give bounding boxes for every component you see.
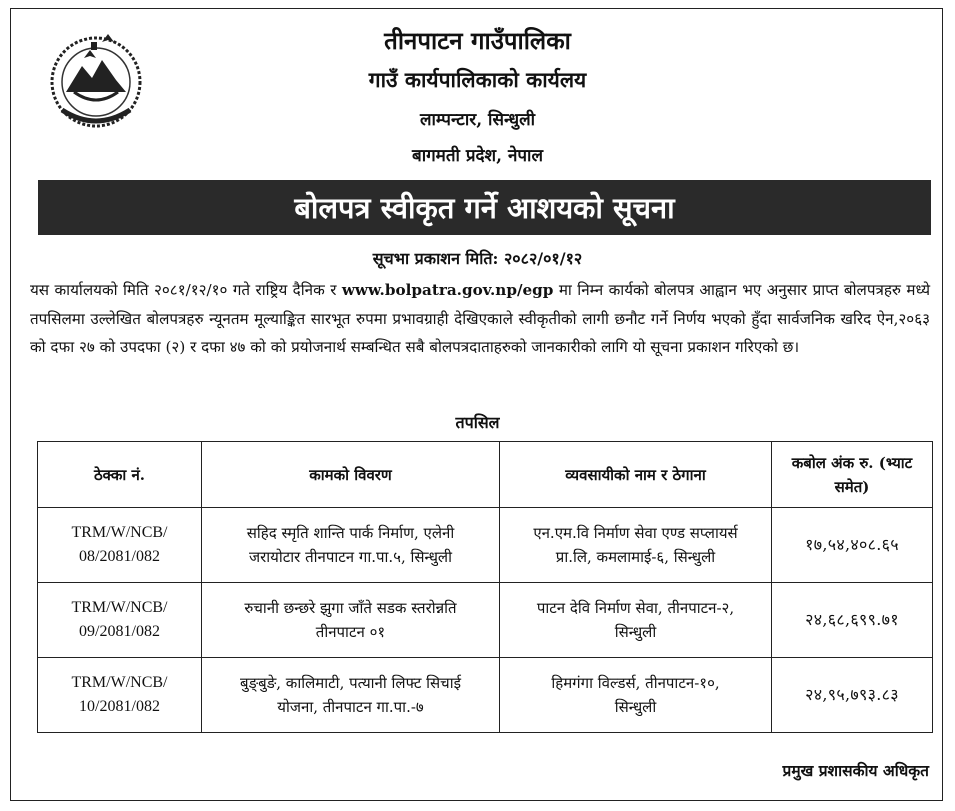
office-location: लाम्पन्टार, सिन्धुली	[419, 110, 536, 130]
contract-no-line: TRM/W/NCB/	[71, 599, 168, 616]
table-row	[38, 583, 933, 658]
notice-title: बोलपत्र स्वीकृत गर्ने आशयको सूचना	[294, 191, 675, 225]
work-line: जरायोटार तीनपाटन गा.पा.५, सिन्धुली	[249, 548, 452, 566]
contract-no-line: 08/2081/082	[79, 548, 160, 565]
notice-body-part1: यस कार्यालयको मिति २०८१/१२/१० गते राष्ट्रिय दैनिक र	[30, 281, 342, 299]
contractor-line: पाटन देवि निर्माण सेवा, तीनपाटन-२,	[536, 599, 735, 617]
contractor-cell	[500, 658, 772, 733]
notice-title-banner	[38, 180, 931, 235]
work-line: रुचानी छन्छरे झुगा जाँते सडक स्तरोन्नति	[244, 599, 457, 617]
contract-no-cell	[38, 508, 202, 583]
contract-no-cell	[38, 658, 202, 733]
contractor-line: एन.एम.वि निर्माण सेवा एण्ड सप्लायर्स	[533, 524, 738, 542]
contract-no-line: TRM/W/NCB/	[71, 674, 168, 691]
header-contract-no: ठेक्का नं.	[38, 442, 202, 508]
table-row	[38, 508, 933, 583]
header-bid-amount: कबोल अंक रु. (भ्याट समेत)	[772, 442, 933, 508]
contractor-line: प्रा.लि, कमलामाई-६, सिन्धुली	[555, 548, 716, 566]
office-name: गाउँ कार्यपालिकाको कार्यलय	[368, 67, 587, 92]
work-line: तीनपाटन ०१	[315, 623, 386, 641]
work-line: योजना, तीनपाटन गा.पा.-७	[277, 698, 424, 716]
header-work-description: कामको विवरण	[202, 442, 500, 508]
contractor-line: सिन्धुली	[614, 623, 657, 641]
contracts-table	[37, 441, 933, 733]
notice-body-part2: मा निम्न कार्यको बोलपत्र आह्वान भए अनुसार प्राप्त बोलपत्रहरु मध्ये तपसिलमा उल्लेखित बोलपत्रहरु न्यूनतम मूल्याङ्कित सारभूत रुपमा प्रभावग्राही देखिएकाले स्वीकृतीको लागी छनौट गर्ने निर्णय भएको हुँदा सार्वजनिक खरिद ऐन,२०६३ को दफा २७ को उपदफा (२) र दफा ४७ को को प्रयोजनार्थ सम्बन्धित सबै बोलपत्रदाताहरुको जानकारीको लागि यो सूचना प्रकाशन गरिएको छ।	[30, 281, 931, 356]
publish-date: सूचभा प्रकाशन मिति: २०८२/०१/१२	[372, 249, 583, 268]
contract-no-line: TRM/W/NCB/	[71, 524, 168, 541]
work-cell	[202, 583, 500, 658]
schedule-heading: तपसिल	[455, 413, 500, 432]
work-line: बुङ्बुङे, कालिमाटी, पत्यानी लिफ्ट सिचाई	[240, 674, 461, 692]
notice-body	[30, 276, 930, 362]
office-province: बागमती प्रदेश, नेपाल	[412, 146, 543, 166]
contract-no-line: 09/2081/082	[79, 623, 160, 640]
contract-no-line: 10/2081/082	[79, 698, 160, 715]
contract-no-cell	[38, 583, 202, 658]
bid-amount-cell: २४,६८,६९९.७१	[772, 583, 933, 658]
work-cell	[202, 658, 500, 733]
contractor-cell	[500, 583, 772, 658]
contractor-line: हिमगंगा विल्डर्स, तीनपाटन-१०,	[551, 674, 720, 692]
table-header-row	[38, 442, 933, 508]
table-row	[38, 658, 933, 733]
bolpatra-url-link[interactable]: www.bolpatra.gov.np/egp	[341, 281, 554, 299]
bid-amount-cell: १७,५४,४०८.६५	[772, 508, 933, 583]
work-line: सहिद स्मृति शान्ति पार्क निर्माण, एलेनी	[246, 524, 455, 542]
contractor-line: सिन्धुली	[614, 698, 657, 716]
bid-amount-cell: २४,९५,७९३.८३	[772, 658, 933, 733]
header-contractor: व्यवसायीको नाम र ठेगाना	[500, 442, 772, 508]
org-name: तीनपाटन गाउँपालिका	[384, 26, 571, 55]
work-cell	[202, 508, 500, 583]
signatory-title: प्रमुख प्रशासकीय अधिकृत	[782, 761, 929, 780]
contractor-cell	[500, 508, 772, 583]
